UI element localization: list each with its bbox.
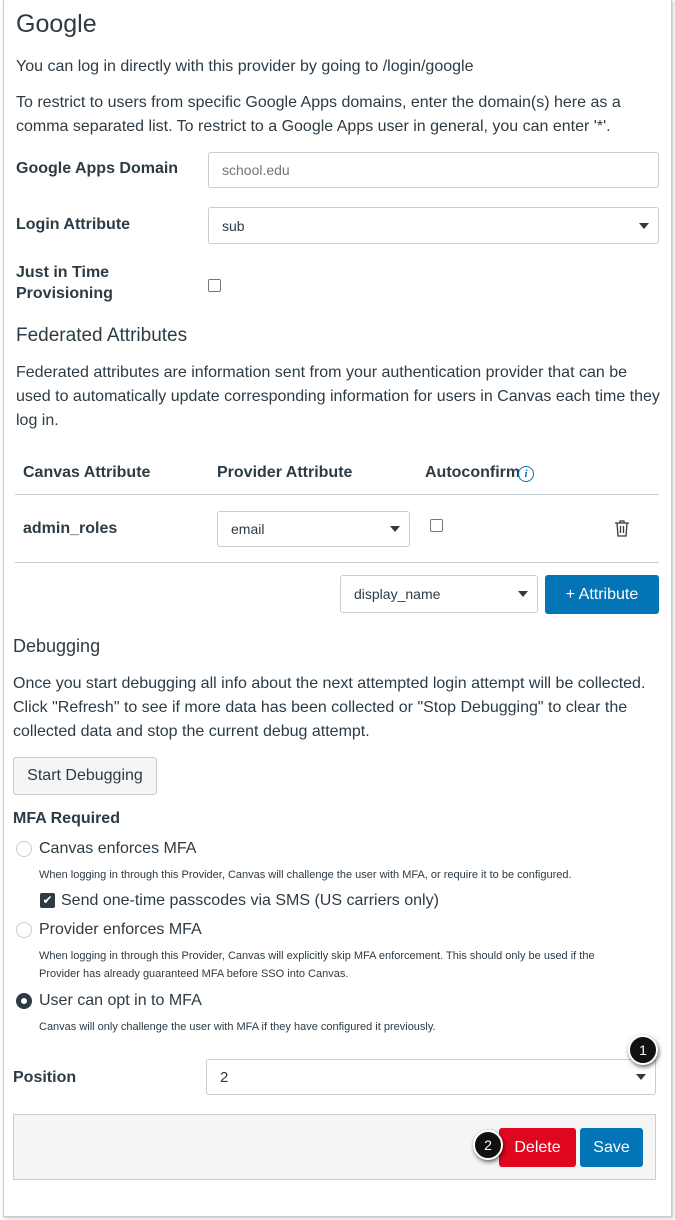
column-autoconfirm: Autoconfirm <box>425 464 521 481</box>
callout-badge: 2 <box>473 1130 503 1160</box>
jit-checkbox[interactable] <box>208 279 221 292</box>
domain-label: Google Apps Domain <box>16 160 179 177</box>
position-label: Position <box>13 1069 77 1086</box>
jit-label: Provisioning <box>16 285 113 302</box>
debugging-heading: Debugging <box>13 636 101 656</box>
radio-canvas-enforces-mfa[interactable] <box>16 841 32 857</box>
sms-label: Send one-time passcodes via SMS (US carriers only) <box>61 892 439 909</box>
intro-text: You can log in directly with this provider by going to /login/google <box>16 58 474 75</box>
radio-label: Provider enforces MFA <box>39 921 202 938</box>
canvas-attribute-cell: admin_roles <box>23 520 118 537</box>
trash-icon[interactable] <box>614 520 630 537</box>
autoconfirm-checkbox[interactable] <box>430 519 443 532</box>
debugging-desc: Once you start debugging all info about the next attempted login attempt will be collected. <box>13 675 646 692</box>
chevron-down-icon <box>390 526 400 532</box>
restrict-text: To restrict to users from specific Google Apps domains, enter the domain(s) here as a <box>16 94 621 111</box>
new-attribute-select[interactable] <box>340 575 538 613</box>
option-desc: Canvas will only challenge the user with MFA if they have configured it previously. <box>39 1021 436 1033</box>
jit-label: Just in Time <box>16 264 110 281</box>
divider <box>15 494 659 495</box>
sms-checkbox[interactable]: ✔ <box>40 893 55 908</box>
new-attribute-value: display_name <box>354 586 441 602</box>
radio-user-opt-in-mfa[interactable] <box>16 993 32 1009</box>
add-attribute-button[interactable]: + Attribute <box>545 575 659 614</box>
option-desc: When logging in through this Provider, Canvas will explicitly skip MFA enforcement. This should only be used if the <box>39 950 595 962</box>
position-select[interactable] <box>206 1059 656 1095</box>
chevron-down-icon <box>639 223 649 229</box>
provider-attribute-select[interactable] <box>217 511 410 547</box>
radio-label: User can opt in to MFA <box>39 992 202 1009</box>
option-desc: When logging in through this Provider, Canvas will challenge the user with MFA, or require it to be configured. <box>39 869 572 881</box>
login-attribute-select[interactable] <box>208 207 659 244</box>
divider <box>15 562 659 563</box>
radio-provider-enforces-mfa[interactable] <box>16 922 32 938</box>
federated-desc: log in. <box>16 412 59 429</box>
start-debugging-button[interactable]: Start Debugging <box>13 757 157 795</box>
restrict-text: comma separated list. To restrict to a Google Apps user in general, you can enter '*'. <box>16 118 611 135</box>
position-value: 2 <box>220 1068 229 1086</box>
chevron-down-icon <box>636 1074 646 1080</box>
federated-heading: Federated Attributes <box>16 325 188 346</box>
page-title: Google <box>16 10 97 38</box>
option-desc: Provider has already guaranteed MFA before SSO into Canvas. <box>39 968 349 980</box>
login-attribute-label: Login Attribute <box>16 216 131 233</box>
provider-attribute-value: email <box>231 521 265 537</box>
debugging-desc: Click "Refresh" to see if more data has been collected or "Stop Debugging" to clear the <box>13 699 628 716</box>
debugging-desc: collected data and stop the current debug attempt. <box>13 723 370 740</box>
federated-desc: used to automatically update corresponding information for users in Canvas each time they <box>16 388 660 405</box>
delete-button[interactable]: Delete <box>499 1128 576 1167</box>
radio-label: Canvas enforces MFA <box>39 840 197 857</box>
google-apps-domain-input[interactable] <box>208 152 659 188</box>
column-provider-attribute: Provider Attribute <box>217 464 353 481</box>
chevron-down-icon <box>518 591 528 597</box>
save-button[interactable]: Save <box>580 1128 643 1167</box>
info-icon[interactable]: i <box>518 466 534 482</box>
mfa-heading: MFA Required <box>13 810 120 827</box>
callout-badge: 1 <box>628 1035 658 1065</box>
column-canvas-attribute: Canvas Attribute <box>23 464 151 481</box>
login-attribute-value: sub <box>222 217 245 234</box>
federated-desc: Federated attributes are information sent from your authentication provider that can be <box>16 364 628 381</box>
